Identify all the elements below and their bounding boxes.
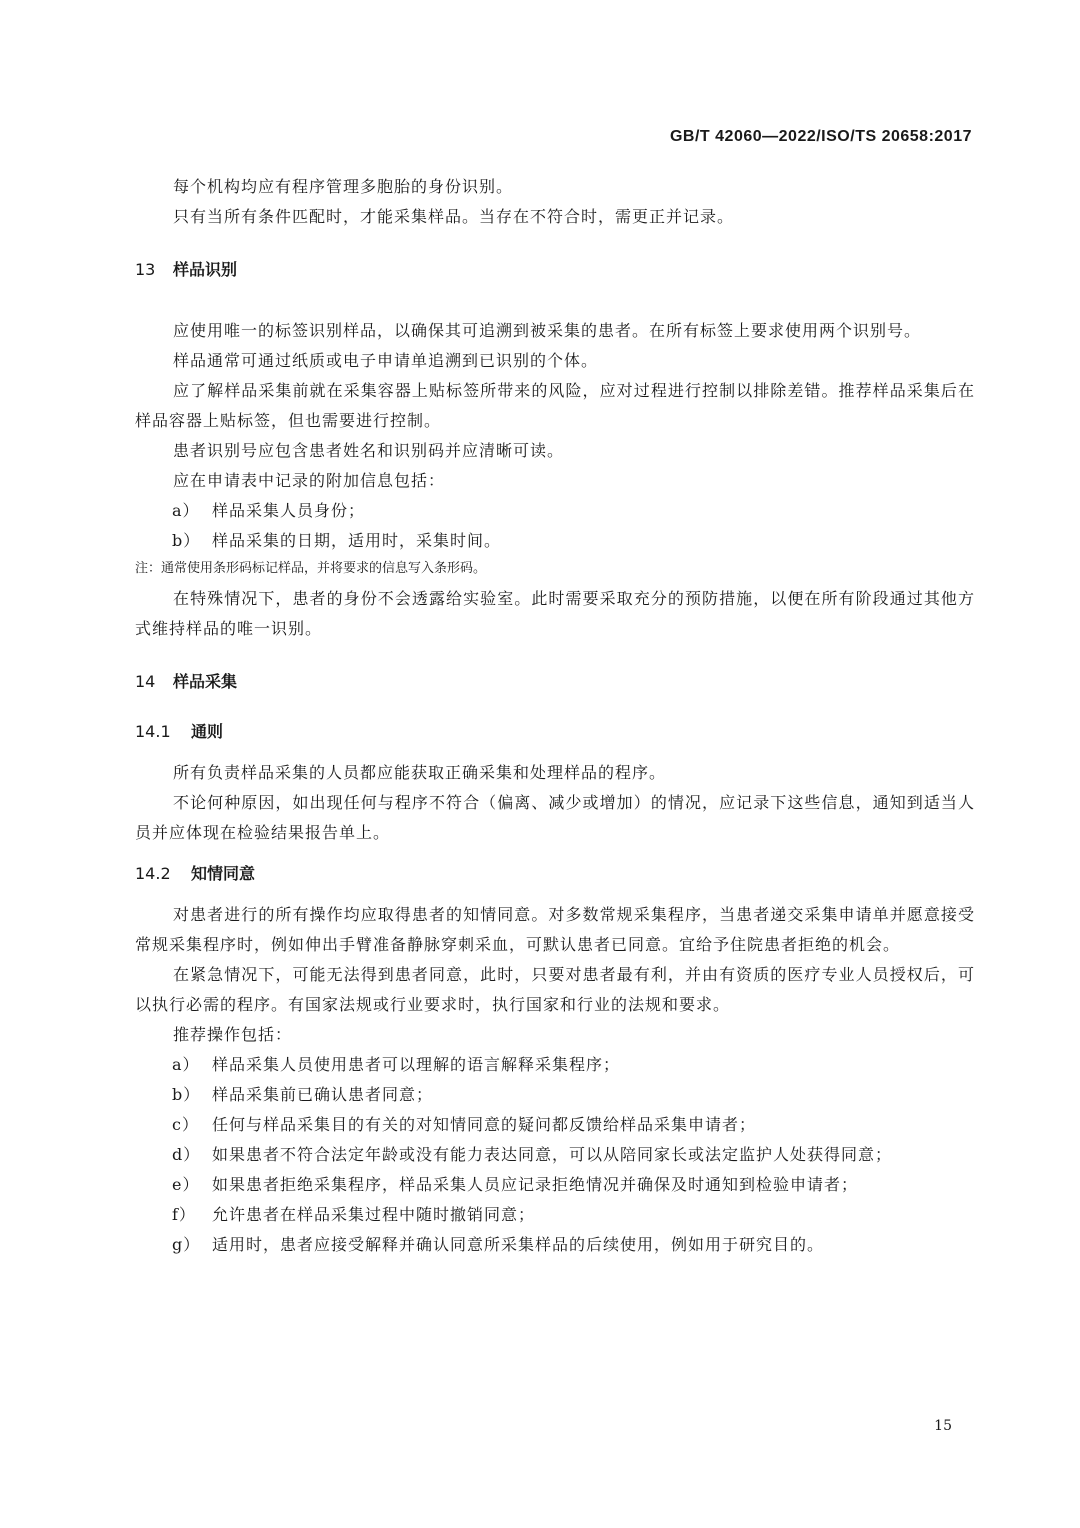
- section-13-paragraph: 患者识别号应包含患者姓名和识别码并应清晰可读。: [173, 441, 565, 460]
- subsection-14-2-paragraph: 对患者进行的所有操作均应取得患者的知情同意。对多数常规采集程序，当患者递交采集申请单并愿意接受常规采集程序时，例如伸出手臂准备静脉穿刺采血，可默认患者已同意。宜给予住院患者拒绝的机会。: [135, 905, 975, 954]
- list-marker: d）: [172, 1145, 201, 1164]
- list-item-text: 允许患者在样品采集过程中随时撤销同意；: [212, 1205, 536, 1224]
- list-item: [135, 1140, 975, 1170]
- list-marker: c）: [172, 1115, 199, 1134]
- intro-paragraph-2: 只有当所有条件匹配时，才能采集样品。当存在不符合时，需更正并记录。: [173, 207, 735, 226]
- list-item-text: 适用时，患者应接受解释并确认同意所采集样品的后续使用，例如用于研究目的。: [212, 1235, 825, 1254]
- list-item: [135, 1110, 975, 1140]
- list-item: [135, 1230, 975, 1260]
- list-item: [135, 1050, 975, 1080]
- subsection-14-1-paragraph: 所有负责样品采集的人员都应能获取正确采集和处理样品的程序。: [173, 763, 667, 782]
- list-item-text: 如果患者拒绝采集程序，样品采集人员应记录拒绝情况并确保及时通知到检验申请者；: [212, 1175, 859, 1194]
- section-title: 样品采集: [173, 672, 238, 691]
- list-item: [135, 1170, 975, 1200]
- section-number: 14: [135, 672, 156, 691]
- section-14-heading: [135, 670, 975, 694]
- page-number: 15: [934, 1418, 952, 1434]
- list-marker: a）: [172, 501, 200, 520]
- list-marker: e）: [172, 1175, 200, 1194]
- section-13-paragraph: 样品通常可通过纸质或电子申请单追溯到已识别的个体。: [173, 351, 599, 370]
- list-item: [135, 1080, 975, 1110]
- list-item: [135, 526, 975, 556]
- list-item-text: 样品采集的日期，适用时，采集时间。: [212, 531, 502, 550]
- subsection-title: 知情同意: [191, 864, 256, 883]
- section-13-paragraph: 在特殊情况下，患者的身份不会透露给实验室。此时需要采取充分的预防措施，以便在所有阶段通过其他方式维持样品的唯一识别。: [135, 589, 975, 638]
- subsection-14-2-paragraph: 推荐操作包括：: [173, 1025, 293, 1044]
- subsection-title: 通则: [191, 722, 224, 741]
- list-marker: g）: [172, 1235, 201, 1254]
- document-body: [135, 172, 975, 1260]
- list-item: [135, 496, 975, 526]
- list-marker: f）: [172, 1205, 196, 1224]
- subsection-14-2-paragraph: 在紧急情况下，可能无法得到患者同意，此时，只要对患者最有利，并由有资质的医疗专业人员授权后，可以执行必需的程序。有国家法规或行业要求时，执行国家和行业的法规和要求。: [135, 965, 975, 1014]
- document-code: GB/T 42060—2022/ISO/TS 20658:2017: [669, 128, 972, 145]
- list-item-text: 样品采集前已确认患者同意；: [212, 1085, 434, 1104]
- list-item-text: 如果患者不符合法定年龄或没有能力表达同意，可以从陪同家长或法定监护人处获得同意；: [212, 1145, 893, 1164]
- subsection-14-1-heading: [135, 720, 975, 744]
- list-marker: b）: [172, 1085, 201, 1104]
- list-marker: b）: [172, 531, 201, 550]
- section-13-heading: [135, 258, 975, 282]
- list-item-text: 样品采集人员使用患者可以理解的语言解释采集程序；: [212, 1055, 621, 1074]
- section-13-paragraph: 应使用唯一的标签识别样品，以确保其可追溯到被采集的患者。在所有标签上要求使用两个识别号。: [173, 321, 922, 340]
- subsection-14-2-heading: [135, 862, 975, 886]
- section-title: 样品识别: [173, 260, 238, 279]
- list-item-text: 任何与样品采集目的有关的对知情同意的疑问都反馈给样品采集申请者；: [212, 1115, 757, 1134]
- intro-paragraph-1: 每个机构均应有程序管理多胞胎的身份识别。: [173, 177, 514, 196]
- list-item-text: 样品采集人员身份；: [212, 501, 366, 520]
- note: 注：通常使用条形码标记样品，并将要求的信息写入条形码。: [135, 561, 487, 576]
- subsection-number: 14.2: [135, 864, 171, 883]
- list-item: [135, 1200, 975, 1230]
- subsection-14-1-paragraph: 不论何种原因，如出现任何与程序不符合（偏离、减少或增加）的情况，应记录下这些信息，通知到适当人员并应体现在检验结果报告单上。: [135, 793, 975, 842]
- subsection-number: 14.1: [135, 722, 171, 741]
- section-number: 13: [135, 260, 156, 279]
- section-13-paragraph: 应了解样品采集前就在采集容器上贴标签所带来的风险，应对过程进行控制以排除差错。推荐样品采集后在样品容器上贴标签，但也需要进行控制。: [135, 381, 975, 430]
- list-marker: a）: [172, 1055, 200, 1074]
- section-13-paragraph: 应在申请表中记录的附加信息包括：: [173, 471, 446, 490]
